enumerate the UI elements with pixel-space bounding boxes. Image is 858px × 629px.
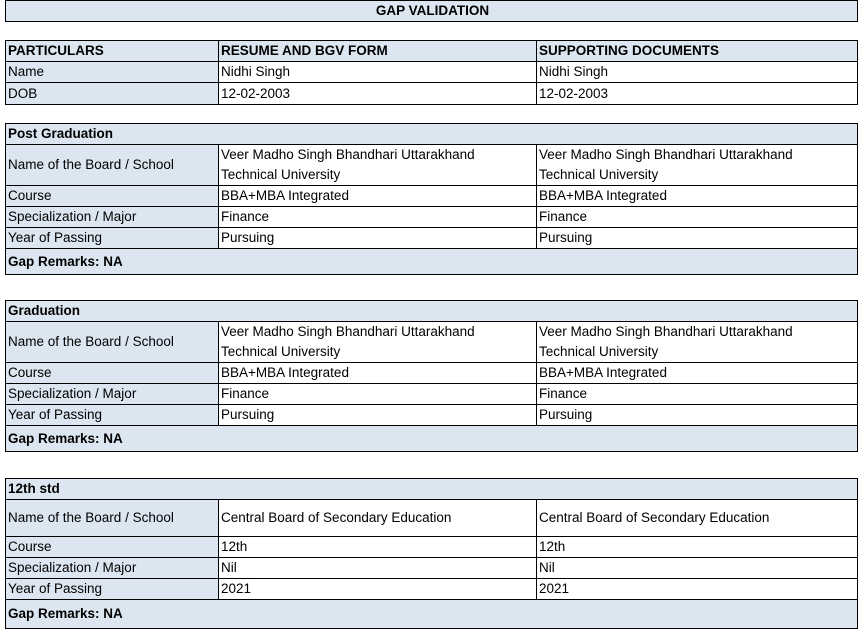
gap-remarks: Gap Remarks: NA: [6, 249, 858, 275]
board-resume-line1: Veer Madho Singh Bhandhari Uttarakhand: [221, 147, 475, 162]
board-resume: Central Board of Secondary Education: [219, 500, 537, 537]
board-supp-line1: Veer Madho Singh Bhandhari Uttarakhand: [539, 147, 793, 162]
spec-label: Specialization / Major: [6, 207, 219, 228]
spec-resume: Nil: [219, 558, 537, 579]
course-resume: BBA+MBA Integrated: [219, 186, 537, 207]
header-resume: RESUME AND BGV FORM: [219, 41, 537, 62]
twelfth-table: [5, 478, 858, 629]
section-heading: 12th std: [6, 479, 858, 500]
board-resume-line1: Veer Madho Singh Bhandhari Uttarakhand: [221, 324, 475, 339]
course-label: Course: [6, 186, 219, 207]
course-supporting: 12th: [537, 537, 858, 558]
spec-supporting: Finance: [537, 207, 858, 228]
spec-label: Specialization / Major: [6, 558, 219, 579]
course-label: Course: [6, 363, 219, 384]
year-resume: Pursuing: [219, 405, 537, 426]
year-label: Year of Passing: [6, 228, 219, 249]
page-title: GAP VALIDATION: [6, 1, 858, 22]
year-supporting: Pursuing: [537, 405, 858, 426]
board-supp-line2: Technical University: [539, 167, 659, 182]
year-resume: Pursuing: [219, 228, 537, 249]
year-resume: 2021: [219, 579, 537, 600]
board-label: Name of the Board / School: [6, 145, 219, 186]
course-supporting: BBA+MBA Integrated: [537, 363, 858, 384]
year-label: Year of Passing: [6, 579, 219, 600]
board-supporting: Central Board of Secondary Education: [537, 500, 858, 537]
board-resume-line2: Technical University: [221, 167, 341, 182]
header-supporting: SUPPORTING DOCUMENTS: [537, 41, 858, 62]
section-heading: Graduation: [6, 301, 858, 322]
gap-remarks: Gap Remarks: NA: [6, 426, 858, 452]
graduation-table: [5, 300, 858, 452]
dob-supporting: 12-02-2003: [537, 83, 858, 105]
course-supporting: BBA+MBA Integrated: [537, 186, 858, 207]
header-particulars: PARTICULARS: [6, 41, 219, 62]
board-resume: [219, 145, 537, 186]
name-resume: Nidhi Singh: [219, 62, 537, 83]
spec-label: Specialization / Major: [6, 384, 219, 405]
dob-resume: 12-02-2003: [219, 83, 537, 105]
course-resume: BBA+MBA Integrated: [219, 363, 537, 384]
course-resume: 12th: [219, 537, 537, 558]
board-supp-line1: Veer Madho Singh Bhandhari Uttarakhand: [539, 324, 793, 339]
board-label: Name of the Board / School: [6, 322, 219, 363]
year-label: Year of Passing: [6, 405, 219, 426]
title-table: [5, 0, 858, 22]
board-resume-line2: Technical University: [221, 344, 341, 359]
personal-table: [5, 40, 858, 105]
dob-label: DOB: [6, 83, 219, 105]
board-supporting: [537, 145, 858, 186]
spec-supporting: Finance: [537, 384, 858, 405]
post-graduation-table: [5, 123, 858, 275]
gap-remarks: Gap Remarks: NA: [6, 600, 858, 629]
board-resume: [219, 322, 537, 363]
board-supporting: [537, 322, 858, 363]
spec-resume: Finance: [219, 207, 537, 228]
course-label: Course: [6, 537, 219, 558]
board-supp-line2: Technical University: [539, 344, 659, 359]
spec-resume: Finance: [219, 384, 537, 405]
name-label: Name: [6, 62, 219, 83]
year-supporting: Pursuing: [537, 228, 858, 249]
spec-supporting: Nil: [537, 558, 858, 579]
name-supporting: Nidhi Singh: [537, 62, 858, 83]
section-heading: Post Graduation: [6, 124, 858, 145]
year-supporting: 2021: [537, 579, 858, 600]
board-label: Name of the Board / School: [6, 500, 219, 537]
